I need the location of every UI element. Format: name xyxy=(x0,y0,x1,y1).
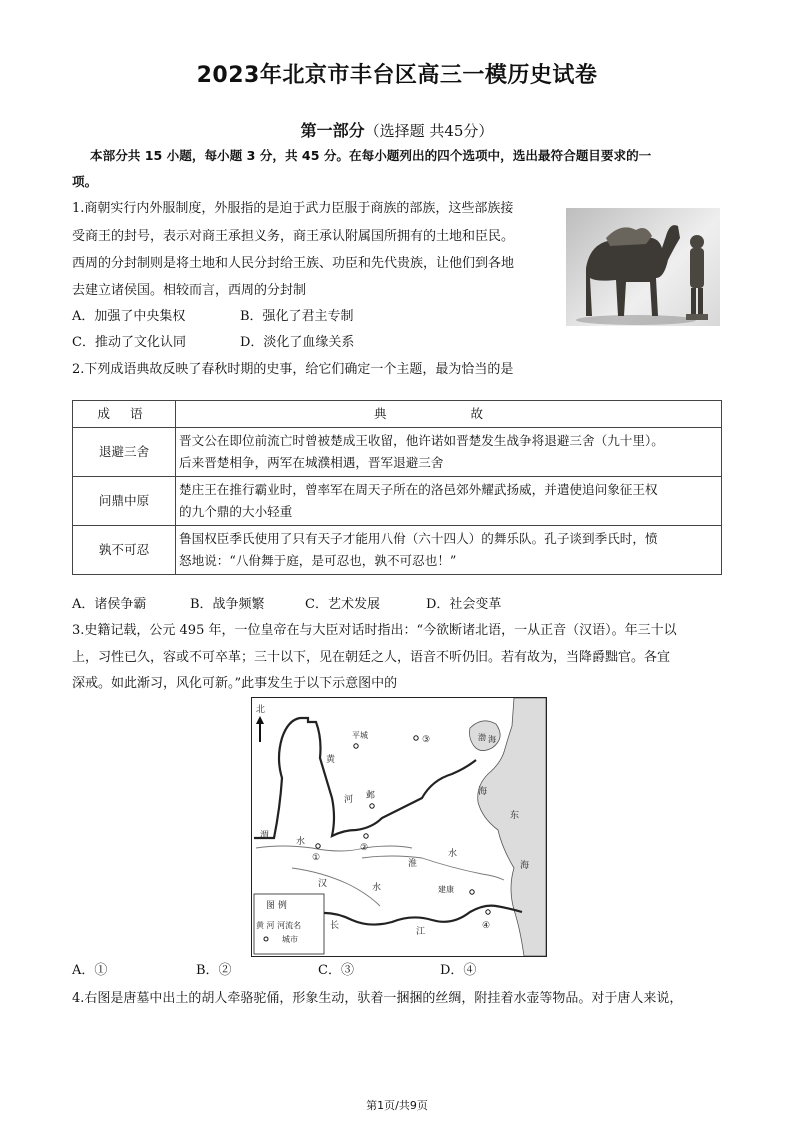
idiom-table xyxy=(72,400,722,575)
north-arrow-icon xyxy=(256,716,264,742)
story-line: 晋文公在即位前流亡时曾被楚成王收留，他许诺如晋楚发生战争将退避三舍（九十里）。 xyxy=(179,433,664,448)
story-line: 后来晋楚相争，两军在城濮相遇，晋军退避三舍 xyxy=(179,455,444,470)
table-row xyxy=(73,526,722,575)
q3-option-b: B．② xyxy=(196,963,232,978)
section-heading xyxy=(0,118,794,141)
city-pingcheng: 平城 xyxy=(352,731,368,740)
marker-4: ④ xyxy=(482,921,491,931)
table-cell-idiom: 退避三舍 xyxy=(73,428,176,477)
city-jiankang: 建康 xyxy=(438,885,454,894)
river-label-he: 河 xyxy=(344,795,354,805)
river-label-han-shui: 水 xyxy=(372,883,382,893)
river-label-chang: 长 xyxy=(330,921,340,931)
river-label-huai: 淮 xyxy=(408,859,418,869)
river-label-huai-shui: 水 xyxy=(448,849,458,859)
sea-label-bo: 渤 xyxy=(478,733,486,742)
map-drawing xyxy=(252,698,546,956)
river-label-wei: 渭 xyxy=(260,831,270,841)
q3-line-3: 深戒。如此渐习，风化可新。”此事发生于以下示意图中的 xyxy=(72,676,398,691)
table-header-story: 典 故 xyxy=(176,401,722,428)
table-header-idiom: 成 语 xyxy=(73,401,176,428)
story-line: 的九个鼎的大小轻重 xyxy=(179,504,293,519)
legend-river: 黄 河 河流名 xyxy=(256,921,302,930)
wei-river xyxy=(256,846,412,851)
table-header-row xyxy=(73,401,722,428)
sea-label-hai: 海 xyxy=(488,735,496,744)
sea-label-east-hai: 海 xyxy=(520,861,530,871)
marker-1-icon xyxy=(316,844,320,848)
river-label-han: 汉 xyxy=(318,879,328,889)
q2-option-c: C．艺术发展 xyxy=(305,597,380,612)
table-cell-idiom: 孰不可忍 xyxy=(73,526,176,575)
q2-option-d: D．社会变革 xyxy=(426,597,502,612)
q4-line-1: 4.右图是唐墓中出土的胡人牵骆驼俑，形象生动，驮着一捆捆的丝绸，附挂着水壶等物品。对于唐人来说， xyxy=(72,991,683,1006)
marker-4-icon xyxy=(486,910,490,914)
table-cell-story xyxy=(176,526,722,575)
marker-1: ① xyxy=(312,853,321,863)
q1-option-a: A．加强了中央集权 xyxy=(72,309,186,324)
city-ye-icon xyxy=(370,804,374,808)
q1-option-c: C．推动了文化认同 xyxy=(72,335,186,350)
marker-3-icon xyxy=(414,736,418,740)
river-label-wei-shui: 水 xyxy=(296,837,306,847)
q3-option-c: C．③ xyxy=(318,963,354,978)
q2-stem: 2.下列成语典故反映了春秋时期的史事，给它们确定一个主题，最为恰当的是 xyxy=(72,362,514,377)
q1-option-d: D．淡化了血缘关系 xyxy=(240,335,355,350)
marker-2-icon xyxy=(364,834,368,838)
camel-figurine-image xyxy=(566,208,720,326)
river-label-huang: 黄 xyxy=(326,755,336,765)
camel-figurine-photo xyxy=(566,208,720,326)
q1-line-2: 受商王的封号，表示对商王承担义务，商王承认附属国所拥有的土地和臣民。 xyxy=(72,229,515,244)
table-cell-idiom: 问鼎中原 xyxy=(73,477,176,526)
marker-3: ③ xyxy=(422,735,431,745)
instructions-line-2: 项。 xyxy=(72,174,98,189)
q3-line-1: 3.史籍记载，公元 495 年，一位皇帝在与大臣对话时指出：“今欲断诸北语，一从正音（汉语）。年三十以 xyxy=(72,623,677,638)
story-line: 鲁国权臣季氏使用了只有天子才能用八佾（六十四人）的舞乐队。孔子谈到季氏时，愤 xyxy=(179,531,658,546)
city-jiankang-icon xyxy=(470,890,474,894)
table-row xyxy=(73,428,722,477)
section-note: （选择题 共45分） xyxy=(364,122,494,140)
sea-label-dong: 东 xyxy=(510,811,520,821)
historical-map xyxy=(251,697,547,957)
river-label-jiang: 江 xyxy=(416,927,426,937)
city-pingcheng-icon xyxy=(354,744,358,748)
table-cell-story xyxy=(176,477,722,526)
table-row xyxy=(73,477,722,526)
table-cell-story xyxy=(176,428,722,477)
city-ye: 邺 xyxy=(366,791,376,801)
page-title: 2023年北京市丰台区高三一模历史试卷 xyxy=(196,63,598,88)
section-name: 第一部分 xyxy=(300,121,365,140)
legend-title: 图 例 xyxy=(266,901,287,911)
q1-line-1: 1.商朝实行内外服制度，外服指的是迫于武力臣服于商族的部族，这些部族接 xyxy=(72,201,514,216)
story-line: 怒地说：“八佾舞于庭，是可忍也，孰不可忍也！” xyxy=(179,553,457,568)
q1-option-b: B．强化了君主专制 xyxy=(240,309,354,324)
q3-option-a: A．① xyxy=(72,963,108,978)
sea-label-yellow: 海 xyxy=(478,787,488,797)
q2-option-a: A．诸侯争霸 xyxy=(72,597,147,612)
q3-line-2: 上，习性已久，容或不可卒革；三十以下，见在朝廷之人，语音不听仍旧。若有故为，当降爵黜官。各宜 xyxy=(72,650,671,665)
legend-city-icon xyxy=(264,937,268,941)
page-footer: 第1页/共9页 xyxy=(366,1099,428,1112)
q1-line-3: 西周的分封制则是将土地和人民分封给王族、功臣和先代贵族，让他们到各地 xyxy=(72,256,515,271)
huai-river xyxy=(362,856,504,880)
marker-2: ② xyxy=(360,843,369,853)
q2-option-b: B．战争频繁 xyxy=(190,597,265,612)
legend-city: 城市 xyxy=(282,935,298,944)
q3-option-d: D．④ xyxy=(440,963,477,978)
yangtze-river xyxy=(312,906,522,925)
story-line: 楚庄王在推行霸业时，曾率军在周天子所在的洛邑郊外耀武扬威，并遣使追问象征王权 xyxy=(179,482,658,497)
q1-line-4: 去建立诸侯国。相较而言，西周的分封制 xyxy=(72,283,307,298)
north-label: 北 xyxy=(256,705,266,715)
instructions-line-1: 本部分共 15 小题，每小题 3 分，共 45 分。在每小题列出的四个选项中，选出最符合题目要求的一 xyxy=(90,148,652,163)
